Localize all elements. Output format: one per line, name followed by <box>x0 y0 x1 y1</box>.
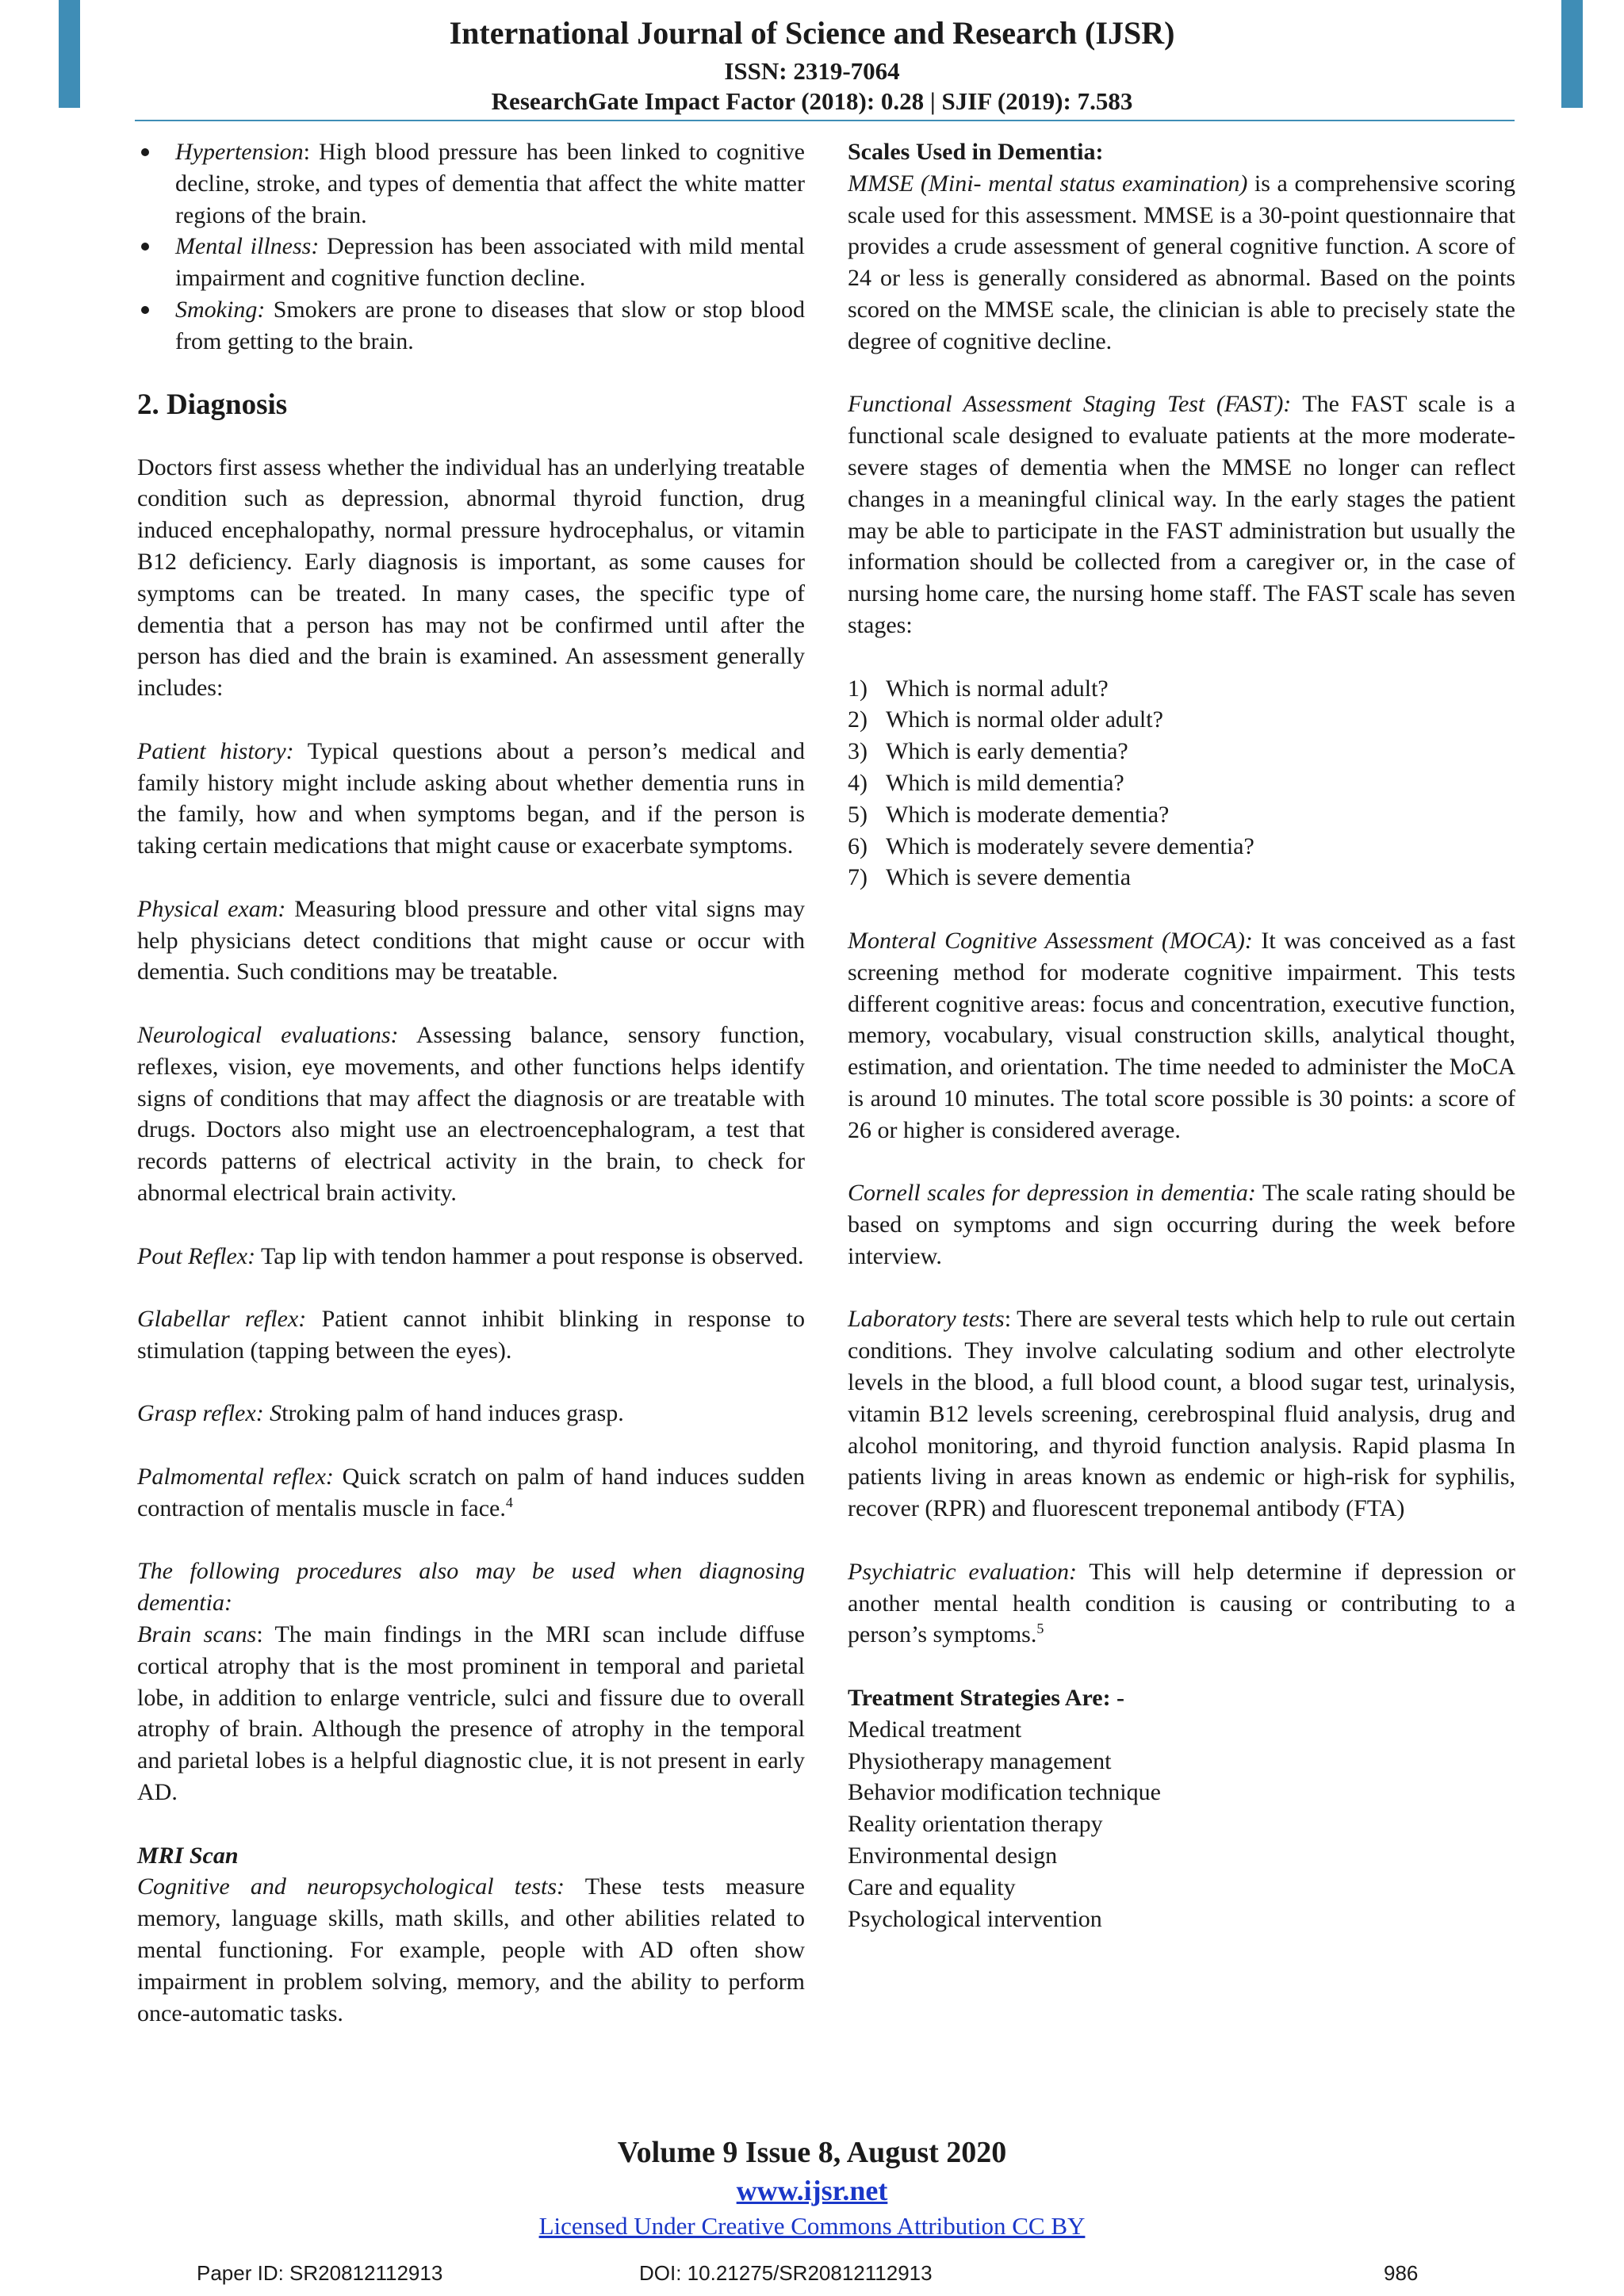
journal-impact-factor: ResearchGate Impact Factor (2018): 0.28 | SJIF (2019): 7.583 <box>491 87 1133 115</box>
fast-paragraph: Functional Assessment Staging Test (FAST): The FAST scale is a functional scale designed to evaluate patients at the more moderate-severe stages of dementia when the MMSE no longer can reflect changes in a meaningful clinical way. In the early stages the patient may be able to participate in the FAST administration but usually the information should be collected from a caregiver or, in the case of nursing home care, the nursing home staff. The FAST scale has seven stages: <box>848 391 1515 638</box>
laboratory-tests-paragraph: Laboratory tests: There are several tests which help to rule out certain conditions. They involve calculating sodium and other electrolyte levels in the blood, a full blood count, a blood sugar test, urinalysis, vitamin B12 levels screening, cerebrospinal fluid analysis, drug and alcohol monitoring, and thyroid function analysis. Rapid plasma In patients living in areas known as endemic or high-risk for syphilis, recover (RPR) and fluorescent treponemal antibody (FTA) <box>848 1306 1515 1522</box>
right-column <box>848 136 1515 1934</box>
cognitive-tests-paragraph: Cognitive and neuropsychological tests: These tests measure memory, language skills, math skills, and other abilities related to mental functioning. For example, people with AD often show impairment in problem solving, memory, and the ability to perform once-automatic tasks. <box>137 1873 805 2026</box>
list-item: Care and equality <box>848 1873 1016 1900</box>
list-item: Smoking: Smokers are prone to diseases that slow or stop blood from getting to the brain. <box>137 294 805 358</box>
left-column <box>137 136 805 2029</box>
list-item: Mental illness: Depression has been associated with mild mental impairment and cognitive function decline. <box>137 231 805 294</box>
pout-reflex-paragraph: Pout Reflex: Tap lip with tendon hammer a pout response is observed. <box>137 1242 804 1269</box>
doi: DOI: 10.21275/SR20812112913 <box>639 2261 933 2285</box>
list-item: 6) Which is moderately severe dementia? <box>848 832 1254 859</box>
list-item: Environmental design <box>848 1843 1058 1869</box>
scales-heading: Scales Used in Dementia: <box>848 139 1104 165</box>
cornell-paragraph: Cornell scales for depression in dementia: The scale rating should be based on symptoms and sign occurring during the week before interview. <box>848 1180 1515 1269</box>
list-item: Physiotherapy management <box>848 1747 1112 1774</box>
list-item: Behavior modification technique <box>848 1779 1161 1806</box>
glabellar-reflex-paragraph: Glabellar reflex: Patient cannot inhibit blinking in response to stimulation (tapping between the eyes). <box>137 1306 806 1364</box>
list-item: 4) Which is mild dementia? <box>848 769 1124 796</box>
grasp-reflex-paragraph: Grasp reflex: Stroking palm of hand induces grasp. <box>137 1400 624 1427</box>
paper-id: Paper ID: SR20812112913 <box>197 2261 443 2285</box>
mmse-paragraph: MMSE (Mini- mental status examination) is a comprehensive scoring scale used for this assessment. MMSE is a 30-point questionnaire that provides a crude assessment of general cognitive function. A score of 24 or less is generally considered as abnormal. Based on the points scored on the MMSE scale, the clinician is able to precisely state the degree of cognitive decline. <box>848 170 1515 354</box>
list-item: Hypertension: High blood pressure has been linked to cognitive decline, stroke, and types of dementia that affect the white matter regions of the brain. <box>137 136 805 231</box>
patient-history-paragraph: Patient history: Typical questions about a person’s medical and family history might include asking about whether dementia runs in the family, how and when symptoms began, and if the person is taking certain medications that might cause or exacerbate symptoms. <box>137 737 805 859</box>
psychiatric-evaluation-paragraph: Psychiatric evaluation: This will help determine if depression or another mental health condition is causing or contributing to a person’s symptoms.$^5$ <box>848 1558 1515 1648</box>
volume-issue: Volume 9 Issue 8, August 2020 <box>617 2136 1007 2169</box>
diagnosis-intro-paragraph: Doctors first assess whether the individual has an underlying treatable condition such as depression, abnormal thyroid function, drug induced encephalopathy, normal pressure hydrocephalus, or vitamin B12 deficiency. Early diagnosis is important, as some causes for symptoms can be treated. In many cases, the specific type of dementia that a person has may not be confirmed until after the person has died and the brain is examined. An assessment generally includes: <box>137 453 805 702</box>
citation-superscript: 4 <box>505 1494 513 1510</box>
treatment-heading: Treatment Strategies Are: - <box>848 1685 1125 1712</box>
fast-stages-list <box>848 673 1515 894</box>
physical-exam-paragraph: Physical exam: Measuring blood pressure and other vital signs may help physicians detect conditions that might cause or occur with dementia. Such conditions may be treatable. <box>137 895 805 985</box>
list-item: Reality orientation therapy <box>848 1811 1103 1838</box>
list-item: 5) Which is moderate dementia? <box>848 801 1170 828</box>
bullet-icon <box>141 306 149 314</box>
treatment-list <box>848 1714 1515 1935</box>
bullet-icon <box>141 243 149 251</box>
license-link[interactable]: Licensed Under Creative Commons Attribution CC BY <box>538 2212 1086 2240</box>
brain-scans-paragraph: Brain scans: The main findings in the MRI scan include diffuse cortical atrophy that is the most prominent in temporal and parietal lobe, in addition to enlarge ventricle, sulci and fissure due to overall atrophy of brain. Although the presence of atrophy in the temporal and parietal lobes is a helpful diagnostic clue, it is not present in early AD. <box>137 1621 805 1806</box>
section-heading-diagnosis: 2. Diagnosis <box>137 388 288 421</box>
palmomental-reflex-paragraph: Palmomental reflex: Quick scratch on palm of hand induces sudden contraction of mentalis muscle in face.$^4$ <box>137 1464 805 1521</box>
list-item: 7) Which is severe dementia <box>848 864 1132 891</box>
citation-superscript: 5 <box>1036 1621 1044 1637</box>
page-number: 986 <box>1384 2261 1419 2285</box>
journal-website-link[interactable]: www.ijsr.net <box>736 2175 888 2206</box>
risk-factor-list <box>137 136 805 358</box>
list-item: 1) Which is normal adult? <box>848 675 1109 702</box>
neurological-evaluations-paragraph: Neurological evaluations: Assessing balance, sensory function, reflexes, vision, eye movements, and other functions helps identify signs of conditions that may affect the diagnosis or are treatable with drugs. Doctors also might use an electroencephalogram, a test that records patterns of electrical activity in the brain, to check for abnormal electrical brain activity. <box>137 1021 805 1206</box>
journal-issn: ISSN: 2319-7064 <box>724 57 900 85</box>
list-item: Medical treatment <box>848 1716 1022 1743</box>
bullet-icon <box>141 148 149 156</box>
moca-paragraph: Monteral Cognitive Assessment (MOCA): It was conceived as a fast screening method for moderate cognitive impairment. This tests different cognitive areas: focus and concentration, executive function, memory, vocabulary, visual construction skills, analytical thought, estimation, and orientation. The time needed to administer the MoCA is around 10 minutes. The total score possible is 30 points: a score of 26 or higher is considered average. <box>848 927 1516 1143</box>
header-divider <box>135 120 1515 121</box>
list-item: 2) Which is normal older adult? <box>848 706 1163 733</box>
procedures-intro: The following procedures also may be used when diagnosing dementia: <box>137 1558 805 1617</box>
journal-title: International Journal of Science and Research (IJSR) <box>449 15 1175 51</box>
list-item: 3) Which is early dementia? <box>848 738 1128 765</box>
list-item: Psychological intervention <box>848 1905 1102 1932</box>
mri-scan-heading: MRI Scan <box>137 1842 239 1869</box>
